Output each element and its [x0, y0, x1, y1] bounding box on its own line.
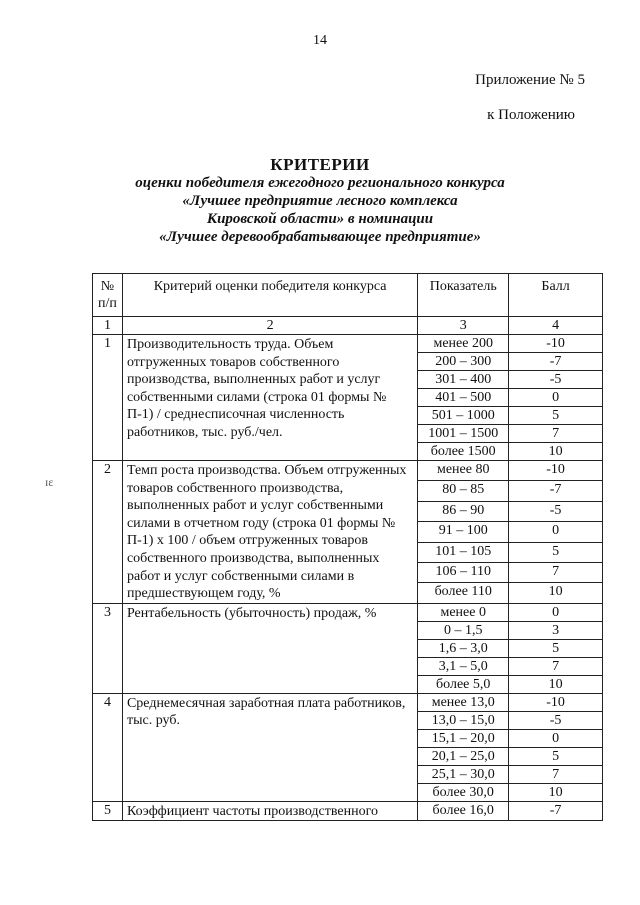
- title-line: «Лучшее предприятие лесного комплекса: [182, 193, 458, 209]
- criterion-row: [93, 603, 603, 621]
- indicator-value: 501 – 1000: [418, 407, 509, 425]
- score-value: 10: [509, 583, 603, 603]
- indicator-value: 15,1 – 20,0: [418, 729, 509, 747]
- criterion-number: 2: [93, 461, 123, 604]
- score-value: -5: [509, 711, 603, 729]
- regulation-label: к Положению: [487, 107, 575, 123]
- score-value: 7: [509, 657, 603, 675]
- header-row: [93, 274, 603, 317]
- indicator-value: 106 – 110: [418, 562, 509, 582]
- criterion-row: [93, 461, 603, 481]
- criterion-row: [93, 693, 603, 711]
- indicator-value: более 30,0: [418, 783, 509, 801]
- indicator-value: 301 – 400: [418, 371, 509, 389]
- criterion-number: 1: [93, 335, 123, 461]
- indicator-value: менее 80: [418, 461, 509, 481]
- criterion-number: 3: [93, 603, 123, 693]
- title-heading: КРИТЕРИИ: [270, 155, 370, 174]
- title-block: [0, 156, 640, 246]
- indicator-value: 25,1 – 30,0: [418, 765, 509, 783]
- score-value: -10: [509, 693, 603, 711]
- indicator-value: более 16,0: [418, 801, 509, 821]
- indicator-value: 91 – 100: [418, 522, 509, 542]
- col-number: 2: [122, 317, 417, 335]
- score-value: -7: [509, 801, 603, 821]
- criterion-description: Коэффициент частоты производственного: [122, 801, 417, 821]
- column-number-row: [93, 317, 603, 335]
- score-value: 5: [509, 747, 603, 765]
- indicator-value: 200 – 300: [418, 353, 509, 371]
- score-value: 5: [509, 639, 603, 657]
- score-value: 5: [509, 407, 603, 425]
- criterion-number: 5: [93, 801, 123, 821]
- header-indicator: Показатель: [418, 274, 509, 317]
- score-value: -7: [509, 481, 603, 501]
- indicator-value: 80 – 85: [418, 481, 509, 501]
- col-number: 1: [93, 317, 123, 335]
- score-value: 7: [509, 562, 603, 582]
- indicator-value: 20,1 – 25,0: [418, 747, 509, 765]
- indicator-value: 0 – 1,5: [418, 621, 509, 639]
- score-value: 3: [509, 621, 603, 639]
- score-value: 10: [509, 443, 603, 461]
- page-number: 14: [313, 33, 327, 48]
- score-value: 7: [509, 765, 603, 783]
- score-value: 7: [509, 425, 603, 443]
- title-line: Кировской области» в номинации: [206, 211, 434, 227]
- side-mark: ɪɛ: [45, 475, 54, 489]
- indicator-value: 1001 – 1500: [418, 425, 509, 443]
- header-score: Балл: [509, 274, 603, 317]
- indicator-value: более 1500: [418, 443, 509, 461]
- score-value: 0: [509, 522, 603, 542]
- header-criterion: Критерий оценки победителя конкурса: [122, 274, 417, 317]
- score-value: 0: [509, 603, 603, 621]
- score-value: -5: [509, 501, 603, 521]
- col-number: 3: [418, 317, 509, 335]
- criterion-description: Темп роста производства. Объем отгруженных товаров собственного производства, выполненных работ и услуг собственными силами в отчетном году (строка 01 формы № П-1) х 100 / объем отгруженных товаров собственного производства, выполненных работ и услуг собственными силами в предшествующем году, %: [122, 461, 417, 604]
- appendix-label: Приложение № 5: [475, 72, 585, 88]
- score-value: 0: [509, 389, 603, 407]
- indicator-value: менее 0: [418, 603, 509, 621]
- indicator-value: 3,1 – 5,0: [418, 657, 509, 675]
- title-line: «Лучшее деревообрабатывающее предприятие»: [159, 229, 481, 245]
- criterion-description: Рентабельность (убыточность) продаж, %: [122, 603, 417, 693]
- indicator-value: более 5,0: [418, 675, 509, 693]
- score-value: -7: [509, 353, 603, 371]
- indicator-value: 86 – 90: [418, 501, 509, 521]
- score-value: 5: [509, 542, 603, 562]
- score-value: 10: [509, 783, 603, 801]
- criterion-row: [93, 801, 603, 821]
- score-value: 10: [509, 675, 603, 693]
- col-number: 4: [509, 317, 603, 335]
- indicator-value: 1,6 – 3,0: [418, 639, 509, 657]
- score-value: -5: [509, 371, 603, 389]
- indicator-value: 101 – 105: [418, 542, 509, 562]
- criterion-description: Среднемесячная заработная плата работников, тыс. руб.: [122, 693, 417, 801]
- title-line: оценки победителя ежегодного регионального конкурса: [135, 175, 505, 191]
- criteria-body: [93, 317, 603, 821]
- header-num: № п/п: [93, 274, 123, 317]
- indicator-value: менее 200: [418, 335, 509, 353]
- score-value: 0: [509, 729, 603, 747]
- indicator-value: более 110: [418, 583, 509, 603]
- criteria-table: [92, 273, 603, 821]
- indicator-value: 401 – 500: [418, 389, 509, 407]
- score-value: -10: [509, 461, 603, 481]
- indicator-value: менее 13,0: [418, 693, 509, 711]
- criterion-description: Производительность труда. Объем отгруженных товаров собственного производства, выполненных работ и услуг собственными силами (строка 01 формы № П-1) / среднесписочная численность работников, тыс. руб./чел.: [122, 335, 417, 461]
- indicator-value: 13,0 – 15,0: [418, 711, 509, 729]
- score-value: -10: [509, 335, 603, 353]
- criterion-row: [93, 335, 603, 353]
- criterion-number: 4: [93, 693, 123, 801]
